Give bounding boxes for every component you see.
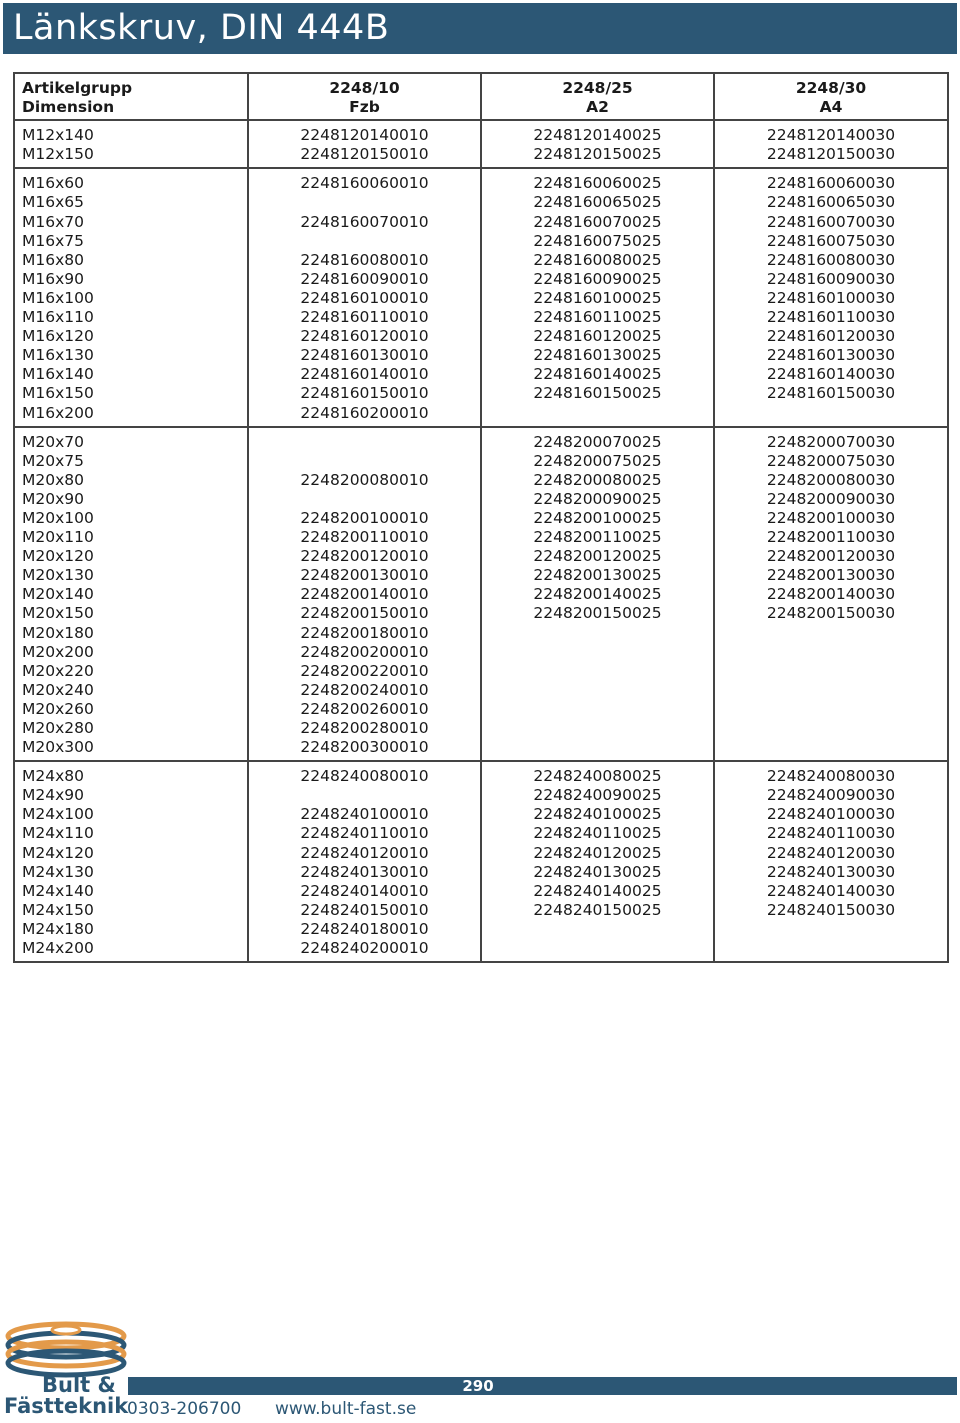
a2-article-cell bbox=[481, 662, 714, 681]
a2-article-cell: 2248160075025 bbox=[481, 232, 714, 251]
table-row bbox=[14, 404, 948, 427]
a2-article-cell bbox=[481, 700, 714, 719]
fzb-article-cell: 2248200220010 bbox=[248, 662, 481, 681]
a2-article-cell: 2248200130025 bbox=[481, 566, 714, 585]
dimension-cell: M20x110 bbox=[14, 528, 248, 547]
table-row bbox=[14, 719, 948, 738]
a4-article-cell: 2248200130030 bbox=[714, 566, 948, 585]
a4-article-cell bbox=[714, 624, 948, 643]
dimension-cell: M12x150 bbox=[14, 145, 248, 168]
table-row bbox=[14, 844, 948, 863]
dimension-cell: M20x240 bbox=[14, 681, 248, 700]
fzb-article-cell: 2248160120010 bbox=[248, 327, 481, 346]
table-row bbox=[14, 193, 948, 212]
a2-article-cell bbox=[481, 643, 714, 662]
dimension-cell: M20x130 bbox=[14, 566, 248, 585]
dimension-cell: M24x130 bbox=[14, 863, 248, 882]
table-row bbox=[14, 270, 948, 289]
table-header bbox=[14, 73, 948, 120]
footer-bar bbox=[128, 1377, 957, 1395]
a4-article-cell: 2248200100030 bbox=[714, 509, 948, 528]
a2-article-cell: 2248200140025 bbox=[481, 585, 714, 604]
header-fzb-label: Fzb bbox=[349, 98, 380, 117]
dimension-cell: M24x200 bbox=[14, 939, 248, 962]
dimension-cell: M12x140 bbox=[14, 120, 248, 145]
fzb-article-cell: 2248160100010 bbox=[248, 289, 481, 308]
table-group-m24 bbox=[14, 761, 948, 962]
a4-article-cell: 2248200075030 bbox=[714, 452, 948, 471]
header-a4-label: A4 bbox=[819, 98, 843, 117]
table-group-m20 bbox=[14, 427, 948, 762]
table-row bbox=[14, 882, 948, 901]
a4-article-cell: 2248240100030 bbox=[714, 805, 948, 824]
a2-article-cell: 2248200150025 bbox=[481, 604, 714, 623]
table-row bbox=[14, 805, 948, 824]
fzb-article-cell: 2248160130010 bbox=[248, 346, 481, 365]
a4-article-cell bbox=[714, 700, 948, 719]
table-row bbox=[14, 327, 948, 346]
dimension-cell: M16x70 bbox=[14, 213, 248, 232]
fzb-article-cell: 2248240100010 bbox=[248, 805, 481, 824]
a4-article-cell: 2248120150030 bbox=[714, 145, 948, 168]
fzb-article-cell: 2248200110010 bbox=[248, 528, 481, 547]
table-row bbox=[14, 365, 948, 384]
dimension-cell: M20x90 bbox=[14, 490, 248, 509]
a2-article-cell bbox=[481, 624, 714, 643]
a2-article-cell: 2248240130025 bbox=[481, 863, 714, 882]
dimension-cell: M16x130 bbox=[14, 346, 248, 365]
table-row bbox=[14, 452, 948, 471]
a2-article-cell bbox=[481, 681, 714, 700]
table-row bbox=[14, 384, 948, 403]
fzb-article-cell: 2248240130010 bbox=[248, 863, 481, 882]
dimension-cell: M20x80 bbox=[14, 471, 248, 490]
a4-article-cell: 2248120140030 bbox=[714, 120, 948, 145]
a4-article-cell: 2248240110030 bbox=[714, 824, 948, 843]
fzb-article-cell: 2248160110010 bbox=[248, 308, 481, 327]
a4-article-cell: 2248200070030 bbox=[714, 427, 948, 452]
table-row bbox=[14, 547, 948, 566]
dimension-cell: M24x90 bbox=[14, 786, 248, 805]
a2-article-cell: 2248160150025 bbox=[481, 384, 714, 403]
table-row bbox=[14, 585, 948, 604]
a4-article-cell bbox=[714, 681, 948, 700]
table-row bbox=[14, 786, 948, 805]
fzb-article-cell: 2248160090010 bbox=[248, 270, 481, 289]
a4-article-cell bbox=[714, 920, 948, 939]
table-row bbox=[14, 427, 948, 452]
a4-article-cell: 2248160065030 bbox=[714, 193, 948, 212]
brand-name-line1: Bult & bbox=[42, 1373, 116, 1397]
a2-article-cell: 2248240120025 bbox=[481, 844, 714, 863]
dimension-cell: M20x300 bbox=[14, 738, 248, 761]
fzb-article-cell: 2248160200010 bbox=[248, 404, 481, 427]
dimension-cell: M24x140 bbox=[14, 882, 248, 901]
table-row bbox=[14, 120, 948, 145]
fzb-article-cell: 2248160140010 bbox=[248, 365, 481, 384]
header-a2 bbox=[481, 73, 714, 120]
table-row bbox=[14, 824, 948, 843]
a4-article-cell: 2248160060030 bbox=[714, 168, 948, 193]
a2-article-cell: 2248160080025 bbox=[481, 251, 714, 270]
a2-article-cell: 2248240150025 bbox=[481, 901, 714, 920]
dimension-cell: M16x100 bbox=[14, 289, 248, 308]
fzb-article-cell: 2248160060010 bbox=[248, 168, 481, 193]
table-row bbox=[14, 863, 948, 882]
fzb-article-cell: 2248240150010 bbox=[248, 901, 481, 920]
header-dimension bbox=[14, 73, 248, 120]
fzb-article-cell bbox=[248, 786, 481, 805]
table-row bbox=[14, 566, 948, 585]
a2-article-cell: 2248240140025 bbox=[481, 882, 714, 901]
a4-article-cell: 2248160090030 bbox=[714, 270, 948, 289]
table-row bbox=[14, 700, 948, 719]
title-bar bbox=[3, 3, 957, 54]
a4-article-cell: 2248200080030 bbox=[714, 471, 948, 490]
dimension-cell: M16x90 bbox=[14, 270, 248, 289]
dimension-cell: M20x120 bbox=[14, 547, 248, 566]
fzb-article-cell: 2248200150010 bbox=[248, 604, 481, 623]
table-group-m12 bbox=[14, 120, 948, 168]
fzb-article-cell: 2248200130010 bbox=[248, 566, 481, 585]
dimension-cell: M16x140 bbox=[14, 365, 248, 384]
dimension-cell: M20x70 bbox=[14, 427, 248, 452]
fzb-article-cell: 2248240110010 bbox=[248, 824, 481, 843]
a4-article-cell: 2248160120030 bbox=[714, 327, 948, 346]
a2-article-cell: 2248120140025 bbox=[481, 120, 714, 145]
table-row bbox=[14, 213, 948, 232]
a4-article-cell: 2248160150030 bbox=[714, 384, 948, 403]
dimension-cell: M20x140 bbox=[14, 585, 248, 604]
table-row bbox=[14, 251, 948, 270]
a2-article-cell: 2248200120025 bbox=[481, 547, 714, 566]
a4-article-cell bbox=[714, 662, 948, 681]
header-a4-code: 2248/30 bbox=[795, 79, 867, 97]
a4-article-cell: 2248240150030 bbox=[714, 901, 948, 920]
a4-article-cell: 2248200140030 bbox=[714, 585, 948, 604]
a4-article-cell: 2248160140030 bbox=[714, 365, 948, 384]
table-row bbox=[14, 920, 948, 939]
fzb-article-cell: 2248120150010 bbox=[248, 145, 481, 168]
table-row bbox=[14, 490, 948, 509]
table-row bbox=[14, 308, 948, 327]
a4-article-cell bbox=[714, 643, 948, 662]
table-row bbox=[14, 761, 948, 786]
fzb-article-cell: 2248240200010 bbox=[248, 939, 481, 962]
a4-article-cell: 2248200090030 bbox=[714, 490, 948, 509]
table-row bbox=[14, 643, 948, 662]
header-a2-code: 2248/25 bbox=[562, 79, 633, 97]
fzb-article-cell: 2248240080010 bbox=[248, 761, 481, 786]
dimension-cell: M16x110 bbox=[14, 308, 248, 327]
a2-article-cell bbox=[481, 738, 714, 761]
a4-article-cell: 2248240120030 bbox=[714, 844, 948, 863]
a4-article-cell: 2248240090030 bbox=[714, 786, 948, 805]
fzb-article-cell: 2248200140010 bbox=[248, 585, 481, 604]
header-dimension-label: Dimension bbox=[22, 98, 115, 117]
dimension-cell: M20x220 bbox=[14, 662, 248, 681]
fzb-article-cell: 2248200240010 bbox=[248, 681, 481, 700]
table-row bbox=[14, 738, 948, 761]
a2-article-cell: 2248240090025 bbox=[481, 786, 714, 805]
a4-article-cell: 2248160075030 bbox=[714, 232, 948, 251]
a2-article-cell: 2248160060025 bbox=[481, 168, 714, 193]
dimension-cell: M16x200 bbox=[14, 404, 248, 427]
footer-website-link[interactable]: www.bult-fast.se bbox=[275, 1399, 417, 1419]
a4-article-cell: 2248160130030 bbox=[714, 346, 948, 365]
fzb-article-cell: 2248240140010 bbox=[248, 882, 481, 901]
table-row bbox=[14, 901, 948, 920]
a2-article-cell: 2248160100025 bbox=[481, 289, 714, 308]
a4-article-cell: 2248240080030 bbox=[714, 761, 948, 786]
a2-article-cell: 2248200070025 bbox=[481, 427, 714, 452]
a2-article-cell: 2248200110025 bbox=[481, 528, 714, 547]
fzb-article-cell: 2248200200010 bbox=[248, 643, 481, 662]
fzb-article-cell: 2248120140010 bbox=[248, 120, 481, 145]
fzb-article-cell: 2248160070010 bbox=[248, 213, 481, 232]
table-row bbox=[14, 346, 948, 365]
a2-article-cell: 2248200100025 bbox=[481, 509, 714, 528]
table-group-m16 bbox=[14, 168, 948, 426]
footer-phone: 0303-206700 bbox=[127, 1399, 242, 1419]
fzb-article-cell: 2248200080010 bbox=[248, 471, 481, 490]
dimension-cell: M24x80 bbox=[14, 761, 248, 786]
fzb-article-cell bbox=[248, 490, 481, 509]
fzb-article-cell: 2248240180010 bbox=[248, 920, 481, 939]
dimension-cell: M20x200 bbox=[14, 643, 248, 662]
article-table bbox=[13, 72, 949, 963]
fzb-article-cell: 2248160080010 bbox=[248, 251, 481, 270]
a2-article-cell: 2248240100025 bbox=[481, 805, 714, 824]
header-fzb bbox=[248, 73, 481, 120]
a4-article-cell bbox=[714, 404, 948, 427]
a2-article-cell: 2248160090025 bbox=[481, 270, 714, 289]
table-row bbox=[14, 509, 948, 528]
fzb-article-cell bbox=[248, 193, 481, 212]
table-row bbox=[14, 624, 948, 643]
brand-name-line2: Fästteknik bbox=[4, 1394, 129, 1418]
dimension-cell: M20x280 bbox=[14, 719, 248, 738]
fzb-article-cell: 2248200120010 bbox=[248, 547, 481, 566]
table-row bbox=[14, 232, 948, 251]
table-row bbox=[14, 528, 948, 547]
a4-article-cell bbox=[714, 738, 948, 761]
header-artikelgrupp-label: Artikelgrupp bbox=[22, 79, 133, 97]
dimension-cell: M16x120 bbox=[14, 327, 248, 346]
a2-article-cell: 2248160070025 bbox=[481, 213, 714, 232]
a2-article-cell: 2248240080025 bbox=[481, 761, 714, 786]
table-row bbox=[14, 662, 948, 681]
a2-article-cell: 2248120150025 bbox=[481, 145, 714, 168]
fzb-article-cell bbox=[248, 232, 481, 251]
table-row bbox=[14, 289, 948, 308]
a2-article-cell bbox=[481, 939, 714, 962]
dimension-cell: M20x260 bbox=[14, 700, 248, 719]
dimension-cell: M16x150 bbox=[14, 384, 248, 403]
a4-article-cell: 2248200150030 bbox=[714, 604, 948, 623]
a2-article-cell: 2248200080025 bbox=[481, 471, 714, 490]
a2-article-cell: 2248200090025 bbox=[481, 490, 714, 509]
dimension-cell: M20x180 bbox=[14, 624, 248, 643]
a4-article-cell: 2248160080030 bbox=[714, 251, 948, 270]
dimension-cell: M20x75 bbox=[14, 452, 248, 471]
fzb-article-cell: 2248160150010 bbox=[248, 384, 481, 403]
dimension-cell: M24x150 bbox=[14, 901, 248, 920]
header-a4 bbox=[714, 73, 948, 120]
page-title: Länkskruv, DIN 444B bbox=[13, 8, 390, 48]
a2-article-cell bbox=[481, 404, 714, 427]
fzb-article-cell: 2248240120010 bbox=[248, 844, 481, 863]
a2-article-cell: 2248160110025 bbox=[481, 308, 714, 327]
table-row bbox=[14, 604, 948, 623]
dimension-cell: M24x120 bbox=[14, 844, 248, 863]
a2-article-cell: 2248160140025 bbox=[481, 365, 714, 384]
a2-article-cell: 2248160120025 bbox=[481, 327, 714, 346]
table-row bbox=[14, 145, 948, 168]
a2-article-cell: 2248200075025 bbox=[481, 452, 714, 471]
dimension-cell: M24x180 bbox=[14, 920, 248, 939]
article-table-container bbox=[13, 72, 947, 963]
dimension-cell: M16x80 bbox=[14, 251, 248, 270]
a2-article-cell: 2248160130025 bbox=[481, 346, 714, 365]
a4-article-cell: 2248160070030 bbox=[714, 213, 948, 232]
a4-article-cell: 2248160100030 bbox=[714, 289, 948, 308]
header-fzb-code: 2248/10 bbox=[329, 79, 400, 97]
dimension-cell: M20x100 bbox=[14, 509, 248, 528]
a4-article-cell: 2248200120030 bbox=[714, 547, 948, 566]
dimension-cell: M16x60 bbox=[14, 168, 248, 193]
dimension-cell: M16x75 bbox=[14, 232, 248, 251]
fzb-article-cell: 2248200300010 bbox=[248, 738, 481, 761]
dimension-cell: M16x65 bbox=[14, 193, 248, 212]
fzb-article-cell: 2248200280010 bbox=[248, 719, 481, 738]
fzb-article-cell: 2248200180010 bbox=[248, 624, 481, 643]
table-row bbox=[14, 168, 948, 193]
a2-article-cell bbox=[481, 920, 714, 939]
a2-article-cell: 2248160065025 bbox=[481, 193, 714, 212]
fzb-article-cell bbox=[248, 452, 481, 471]
table-row bbox=[14, 681, 948, 700]
a4-article-cell bbox=[714, 939, 948, 962]
a4-article-cell: 2248240140030 bbox=[714, 882, 948, 901]
page-number: 290 bbox=[462, 1377, 494, 1395]
dimension-cell: M20x150 bbox=[14, 604, 248, 623]
header-a2-label: A2 bbox=[586, 98, 609, 117]
table-row bbox=[14, 939, 948, 962]
table-row bbox=[14, 471, 948, 490]
a4-article-cell: 2248200110030 bbox=[714, 528, 948, 547]
a2-article-cell: 2248240110025 bbox=[481, 824, 714, 843]
fzb-article-cell: 2248200260010 bbox=[248, 700, 481, 719]
fzb-article-cell bbox=[248, 427, 481, 452]
fzb-article-cell: 2248200100010 bbox=[248, 509, 481, 528]
dimension-cell: M24x100 bbox=[14, 805, 248, 824]
a2-article-cell bbox=[481, 719, 714, 738]
a4-article-cell bbox=[714, 719, 948, 738]
dimension-cell: M24x110 bbox=[14, 824, 248, 843]
a4-article-cell: 2248160110030 bbox=[714, 308, 948, 327]
a4-article-cell: 2248240130030 bbox=[714, 863, 948, 882]
